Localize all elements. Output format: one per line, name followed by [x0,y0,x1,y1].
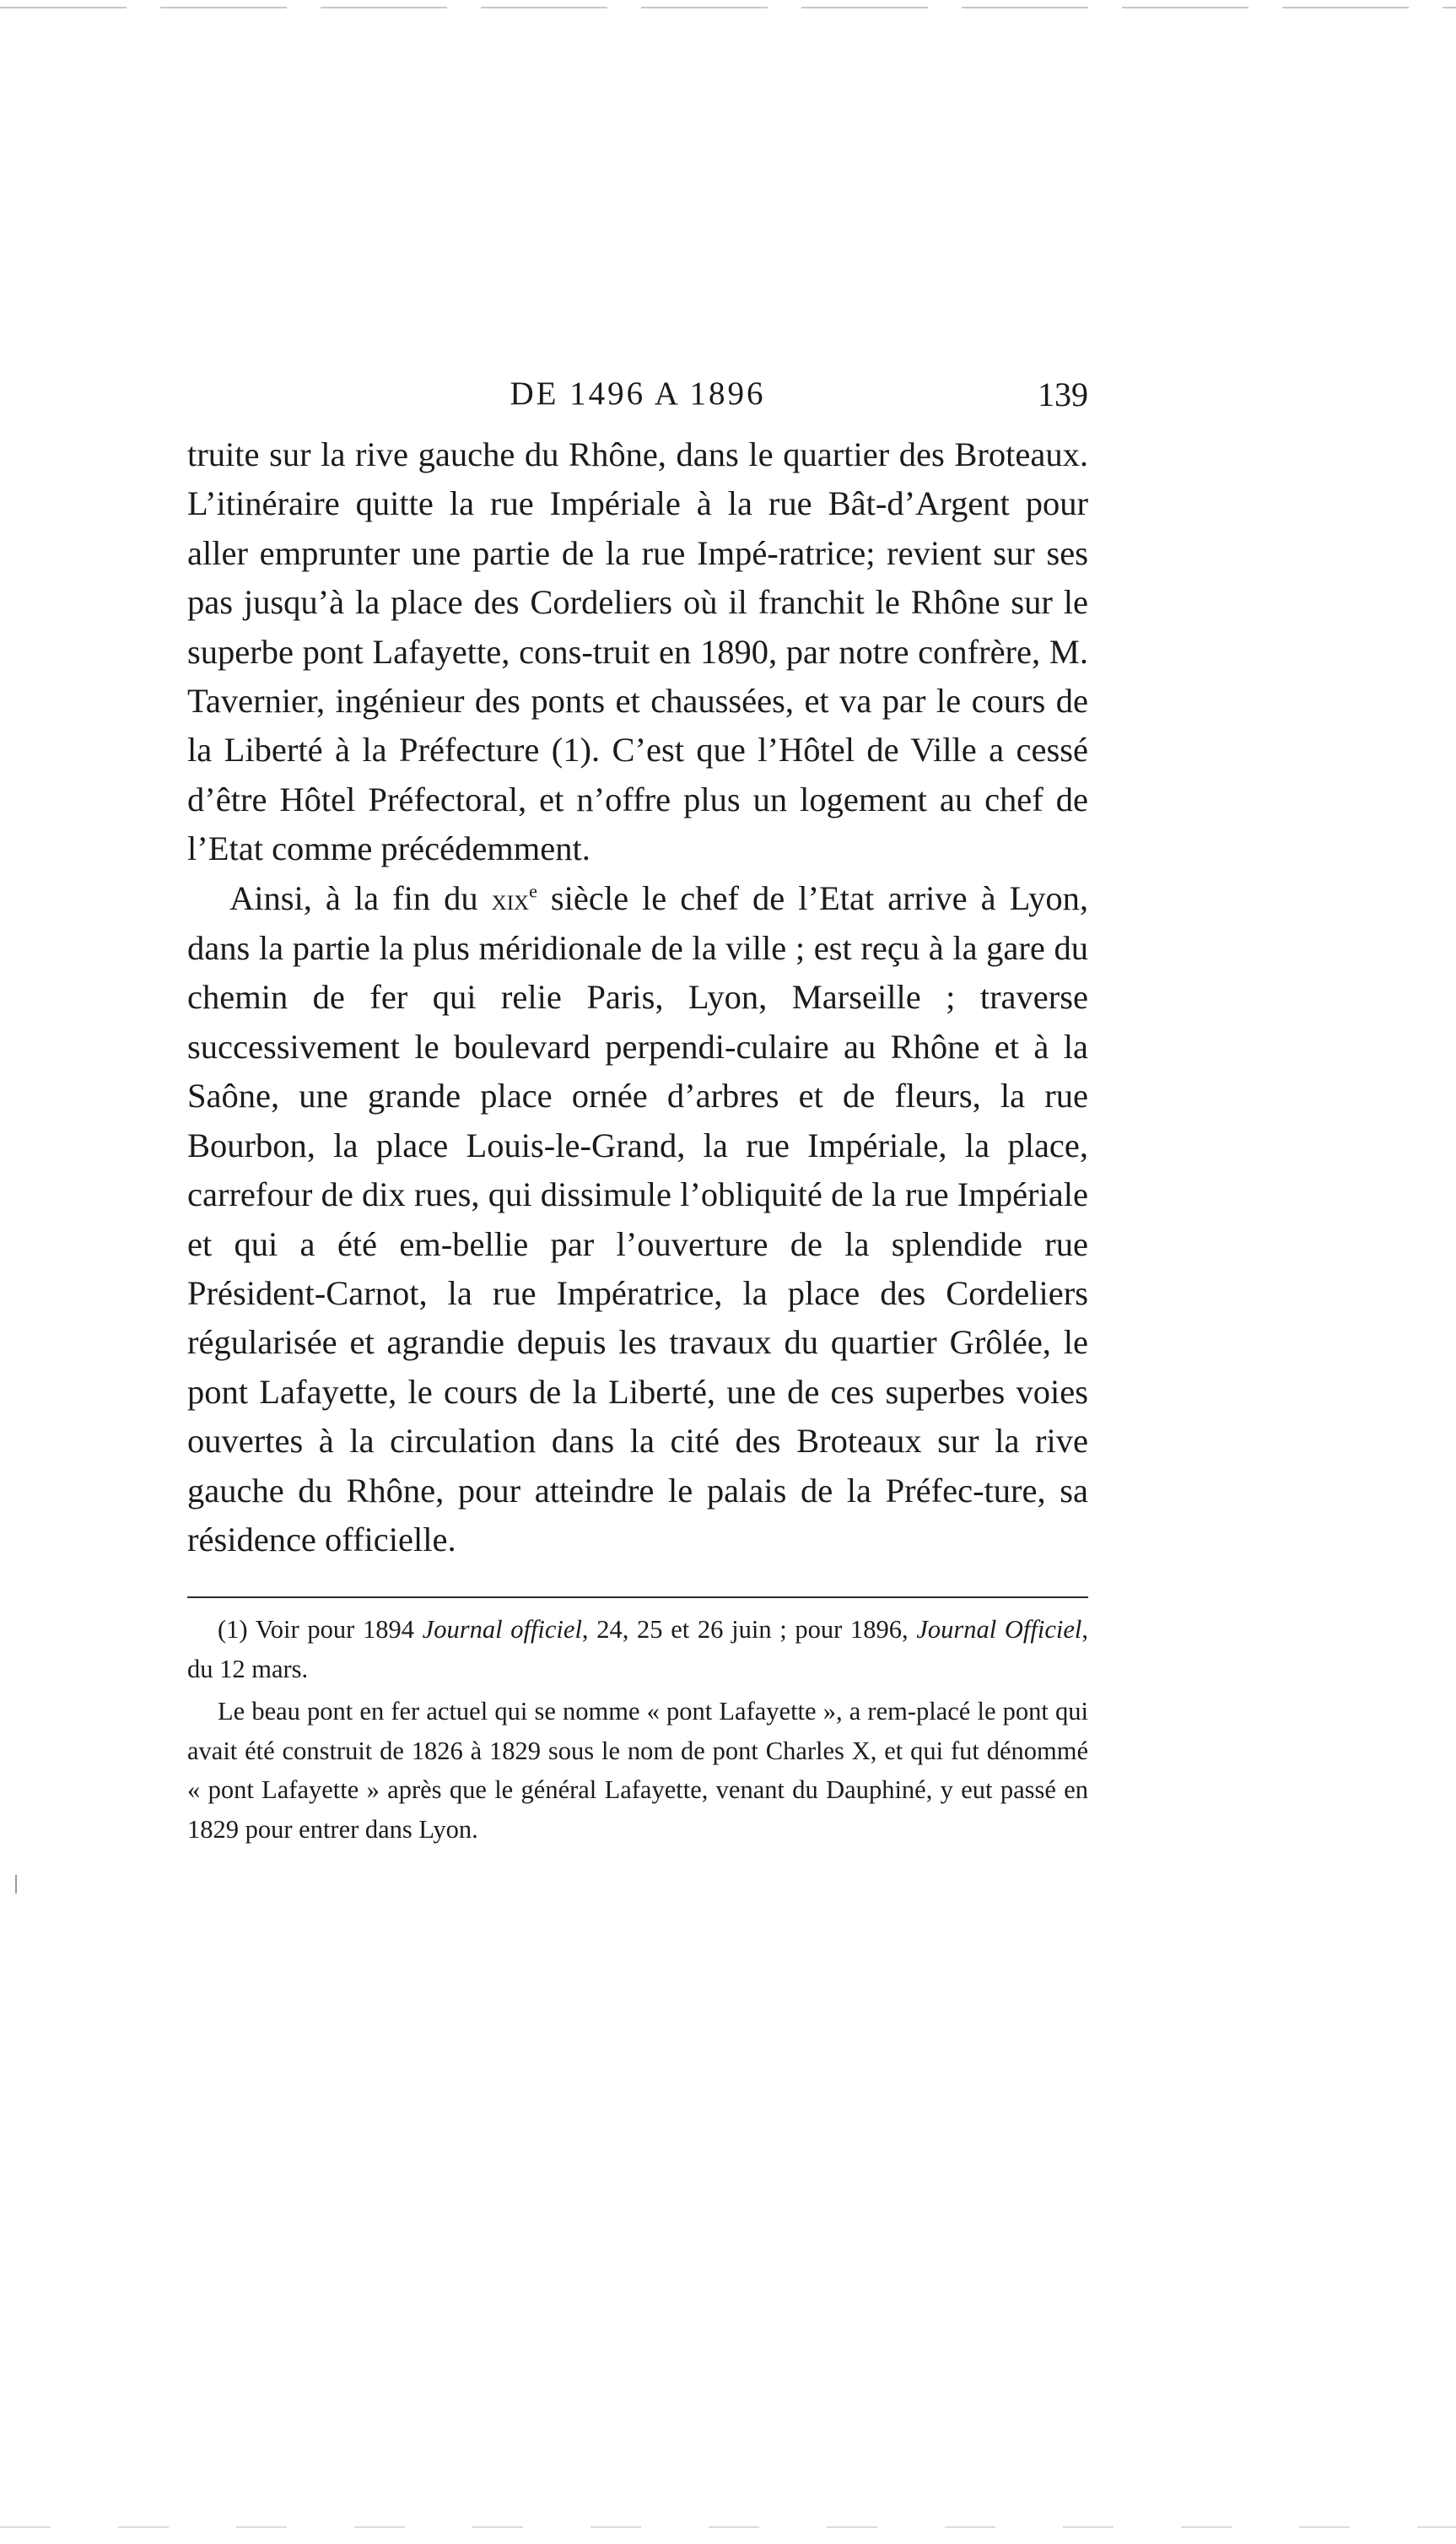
page-header [187,363,1088,430]
paragraph-2-rest: siècle le chef de l’Etat arrive à Lyon, dans la partie la plus méridionale de la ville ; est reçu à la gare du chemin de fer qui relie Paris, Lyon, Marseille ; traverse successivement le boulevard perpendi-culaire au Rhône et à la Saône, une grande place ornée d’arbres et de fleurs, la rue Bourbon, la place Louis-le-Grand, la rue Impériale, la place, carrefour de dix rues, qui dissimule l’obliquité de la rue Impériale et qui a été em-bellie par l’ouverture de la splendide rue Président-Carnot, la rue Impératrice, la place des Cordeliers régularisée et agrandie depuis les travaux du quartier Grôlée, le pont Lafayette, le cours de la Liberté, une de ces superbes voies ouvertes à la circulation dans la cité des Broteaux sur la rive gauche du Rhône, pour atteindre le palais de la Préfec-ture, sa résidence officielle. [187,878,1088,1558]
footnote-1-journal-2: Journal Officiel [916,1615,1082,1645]
paragraph-2 [187,874,1088,1565]
footnote-1-part-b: , 24, 25 et 26 juin ; pour 1896, [581,1615,917,1645]
footnotes [187,1610,1088,1849]
body-text [187,430,1088,1564]
scan-margin-mark [15,1875,17,1893]
paragraph-1: truite sur la rive gauche du Rhône, dans le quartier des Broteaux. L’itinéraire quitte la rue Impériale à la rue Bât-d’Argent pour aller emprunter une partie de la rue Impé-ratrice; revient sur ses pas jusqu’à la place des Cordeliers où il franchit le Rhône sur le superbe pont Lafayette, cons-truit en 1890, par notre confrère, M. Tavernier, ingénieur des ponts et chaussées, et va par le cours de la Liberté à la Préfecture (1). C’est que l’Hôtel de Ville a cessé d’être Hôtel Préfectoral, et n’offre plus un logement au chef de l’Etat comme précédemment. [187,435,1088,868]
running-head: DE 1496 A 1896 [510,375,766,412]
page-number: 139 [1038,375,1088,413]
footnote-divider [187,1596,1088,1598]
scan-bottom-rule [0,2526,1456,2528]
footnote-1 [187,1610,1088,1688]
century-numeral: xix [491,882,530,916]
century-superscript: e [529,880,537,902]
footnote-1-journal-1: Journal officiel [422,1615,582,1645]
footnote-1-part-a: (1) Voir pour 1894 [218,1615,423,1645]
scan-top-rule [0,7,1456,8]
footnote-2: Le beau pont en fer actuel qui se nomme « pont Lafayette », a rem-placé le pont qui avait été construit de 1826 à 1829 sous le nom de pont Charles X, et qui fut dénommé « pont Lafayette » après que le général Lafayette, venant du Dauphiné, y eut passé en 1829 pour entrer dans Lyon. [187,1697,1088,1844]
paragraph-2-lead: Ainsi, à la fin du [229,878,492,917]
book-page [187,363,1088,1849]
footnote-1-part-c: , du 12 mars. [187,1615,1088,1683]
